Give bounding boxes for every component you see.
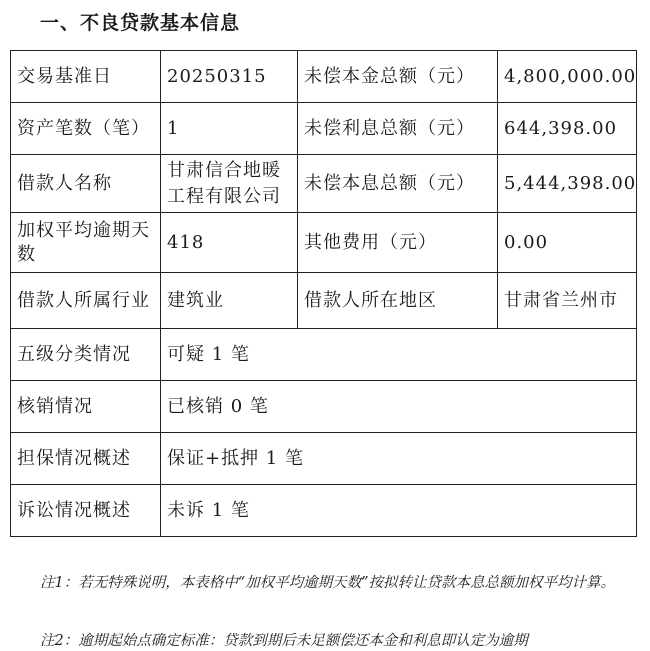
cell-label: 借款人所属行业 [11,273,161,329]
cell-value: 4,800,000.00 [498,51,637,103]
table-row [11,103,637,155]
cell-label: 借款人名称 [11,155,161,213]
cell-value: 甘肃信合地暖工程有限公司 [161,155,298,213]
footnote-1: 注1：若无特殊说明，本表格中“加权平均逾期天数”按拟转让贷款本息总额加权平均计算。 [40,575,616,591]
cell-label: 交易基准日 [11,51,161,103]
cell-value: 建筑业 [161,273,298,329]
cell-value: 418 [161,213,298,273]
table-row [11,155,637,213]
cell-label: 未偿本金总额（元） [298,51,498,103]
cell-label: 担保情况概述 [11,433,161,485]
loan-info-table [10,50,637,537]
cell-value: 1 [161,103,298,155]
footnotes [40,573,640,649]
table-row [11,433,637,485]
cell-label: 诉讼情况概述 [11,485,161,537]
section-title: 一、不良贷款基本信息 [40,12,241,34]
cell-value: 保证+抵押 1 笔 [161,433,637,485]
table-row [11,329,637,381]
cell-value: 可疑 1 笔 [161,329,637,381]
cell-value: 未诉 1 笔 [161,485,637,537]
cell-value: 5,444,398.00 [498,155,637,213]
cell-label: 五级分类情况 [11,329,161,381]
cell-value: 0.00 [498,213,637,273]
cell-label: 未偿本息总额（元） [298,155,498,213]
cell-value: 已核销 0 笔 [161,381,637,433]
table-row [11,485,637,537]
footnote-2: 注2：逾期起始点确定标准：贷款到期后未足额偿还本金和利息即认定为逾期 [40,633,528,649]
table-row [11,381,637,433]
table-row [11,213,637,273]
cell-label: 借款人所在地区 [298,273,498,329]
table-row [11,273,637,329]
cell-label: 未偿利息总额（元） [298,103,498,155]
cell-label: 加权平均逾期天数 [11,213,161,273]
cell-value: 甘肃省兰州市 [498,273,637,329]
cell-label: 核销情况 [11,381,161,433]
cell-value: 20250315 [161,51,298,103]
table-row [11,51,637,103]
cell-label: 资产笔数（笔） [11,103,161,155]
cell-label: 其他费用（元） [298,213,498,273]
cell-value: 644,398.00 [498,103,637,155]
